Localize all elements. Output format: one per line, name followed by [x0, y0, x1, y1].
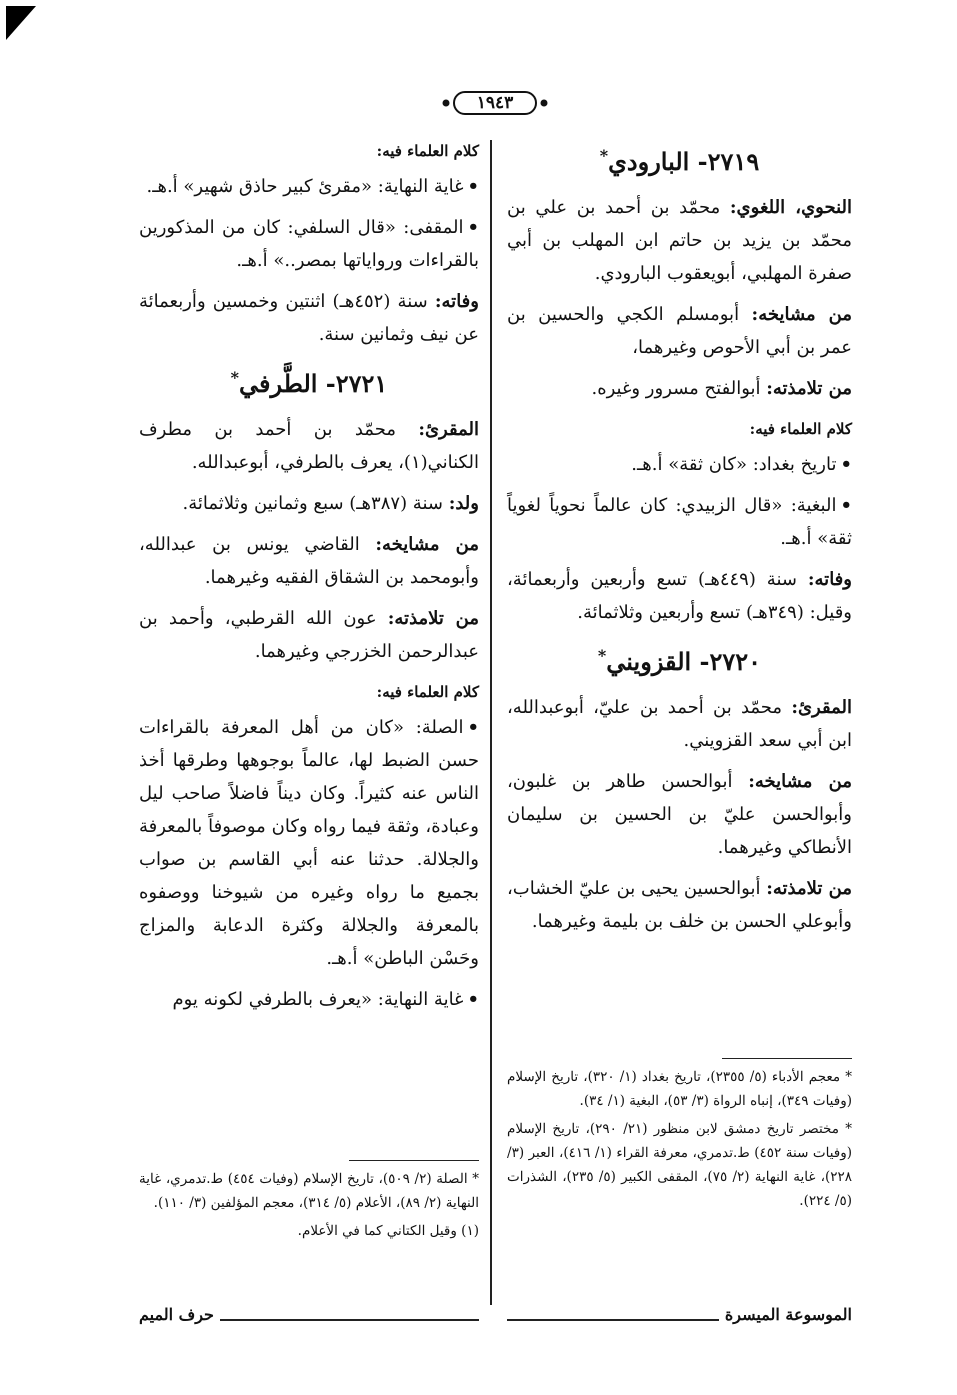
label: من مشايخه: — [748, 771, 852, 792]
text: محمّد بن أحمد بن علي بن محمّد بن يزيد بن حاتم ابن المهلب بن أبي صفرة المهلبي، أبويعقوب البارودي. — [507, 197, 852, 284]
corner-mark — [6, 6, 36, 40]
entry-born — [139, 487, 479, 520]
footnote-star: * — [599, 146, 609, 165]
text: البغية: «قال الزبيدي: كان عالماً نحوياً لغوياً ثقة» أ.هـ. — [507, 495, 852, 549]
entry-teachers — [139, 528, 479, 594]
scholars-heading: كلام العلماء فيه: — [749, 420, 852, 438]
text: المقفى: «قال السلفي: كان من المذكورين بالقراءات ورواياتها بمصر..» أ.هـ. — [139, 217, 479, 271]
text: غاية النهاية: «مقرئ كبير حاذق شهير» أ.هـ. — [146, 176, 464, 197]
label: من مشايخه: — [751, 304, 852, 325]
entry-death — [507, 563, 852, 629]
footnote: * الصلة (٢/ ٥٠٩)، تاريخ الإسلام (وفيات ٤٥٤) ط.تدمري، غاية النهاية (٢/ ٨٩)، الأعلام (٥/ ٣١٤)، معجم المؤلفين (٣/ ١١٠). — [139, 1171, 479, 1211]
text: سنة (٣٨٧هـ) سبع وثمانين وثلاثمائة. — [182, 493, 443, 514]
entry-title — [507, 137, 852, 181]
label: من مشايخه: — [375, 534, 479, 555]
page-number: ١٩٤٣ — [476, 93, 514, 113]
label: من تلامذته: — [766, 378, 852, 399]
label: المقرئ: — [791, 697, 852, 718]
text: أبوالحسن طاهر بن غلبون، وأبوالحسن عليّ بن الحسين بن سليمان الأنطاكي وغيرهما. — [507, 771, 852, 858]
bullet-icon: • — [467, 176, 479, 197]
text: الصلة: «كان من أهل المعرفة بالقراءات حسن الضبط لها، عالماً بوجوهها وطرقها أخذ الناس عنه كثيراً. وكان ديناً فاضلاً صاحب ليل وعبادة، وثقة فيما رواه وكان موصوفاً بالمعرفة والجلالة. حدثنا عنه أبي القاسم بن صواب بجميع ما رواه وغيره من شيوخنا ووصفوه بالمعرفة والجلالة وكثرة الدعابة والمزاج وحَسْن الباطن» أ.هـ. — [139, 717, 479, 969]
footer-section: حرف الميم — [139, 1305, 214, 1324]
label: المقرئ: — [418, 419, 479, 440]
entry-teachers — [507, 298, 852, 364]
entry-students — [507, 372, 852, 405]
label: من تلامذته: — [387, 608, 479, 629]
bullet-icon: • — [467, 217, 479, 238]
bullet-icon: • — [840, 495, 852, 516]
text: محمّد بن أحمد بن مطرف الكناني(١)، يعرف بالطرفي، أبوعبدالله. — [139, 419, 479, 473]
footnote-rule — [349, 1160, 479, 1161]
entry-intro — [139, 413, 479, 479]
footnotes-right — [507, 1058, 852, 1217]
entry-title — [139, 359, 479, 403]
text: أبوالفتح مسرور وغيره. — [591, 378, 761, 399]
entry-teachers — [507, 765, 852, 864]
footnotes-left — [139, 1160, 479, 1247]
text: عون الله القرطبي، وأحمد بن عبدالرحمن الخزرجي وغيرهما. — [139, 608, 479, 662]
text: سنة (٤٤٩هـ) تسع وأربعين وأربعمائة، وقيل: (٣٤٩هـ) تسع وأربعين وثلاثمائة. — [507, 569, 852, 623]
text: غاية النهاية: «يعرف بالطرفي لكونه يوم — [172, 989, 464, 1010]
column-divider — [490, 140, 492, 1305]
footnote: * معجم الأدباء (٥/ ٢٣٥٥)، تاريخ بغداد (١/ ٣٢٠)، تاريخ الإسلام (وفيات ٣٤٩)، إنباه الرواة (٣/ ٥٣)، البغية (١/ ٣٤). — [507, 1069, 852, 1109]
label: من تلامذته: — [766, 878, 852, 899]
footer-rule — [507, 1319, 719, 1321]
entry-intro — [507, 191, 852, 290]
text: القاضي يونس بن عبدالله، وأبومحمد بن الشقاق الفقيه وغيرهما. — [139, 534, 479, 588]
quote — [507, 448, 852, 481]
entry-students — [507, 872, 852, 938]
label: وفاته: — [807, 569, 852, 590]
text: سنة (٤٥٢هـ) اثنتين وخمسين وأربعمائة عن نيف وثمانين سنة. — [139, 291, 479, 345]
page-number-ornament — [440, 90, 550, 116]
quote — [139, 170, 479, 203]
text: أبومسلم الكجي والحسين بن عمر بن أبي الأحوص وغيرهما، — [507, 304, 852, 358]
quote — [507, 489, 852, 555]
footnote-star: * — [597, 646, 607, 665]
entry-title-text: ٢٧١٩- البارودي — [608, 147, 760, 176]
text: تاريخ بغداد: «كان ثقة» أ.هـ. — [631, 454, 837, 475]
footnote-rule — [722, 1058, 852, 1059]
right-column — [507, 135, 852, 946]
scholars-heading: كلام العلماء فيه: — [376, 683, 479, 701]
entry-death — [139, 285, 479, 351]
footnote-star: * — [230, 368, 240, 387]
quote — [139, 983, 479, 1016]
entry-students — [139, 602, 479, 668]
footer-left — [139, 1305, 479, 1324]
label: النحوي، اللغوي: — [729, 197, 853, 218]
bullet-icon: • — [467, 989, 479, 1010]
entry-title-text: ٢٧٢٠- القزويني — [606, 647, 762, 676]
bullet-icon: • — [467, 717, 479, 738]
footer-right — [507, 1305, 852, 1324]
label: ولد: — [448, 493, 479, 514]
footnote: * مختصر تاريخ دمشق لابن منظور (٢١/ ٢٩٠)، تاريخ الإسلام (وفيات سنة ٤٥٢) ط.تدمري، معرفة القراء (١/ ٤١٦)، العبر (٣/ ٢٢٨)، غاية النهاية (٢/ ٧٥)، المقفى الكبير (٥/ ٢٣٥)، الشذرات (٥/ ٢٢٤). — [507, 1121, 853, 1209]
entry-intro — [507, 691, 852, 757]
label: وفاته: — [434, 291, 479, 312]
footnote: (١) وقيل الكتاني كما في الأعلام. — [297, 1223, 479, 1239]
scholars-heading: كلام العلماء فيه: — [376, 142, 479, 160]
bullet-icon: • — [840, 454, 852, 475]
text: أبوالحسين يحيى بن عليّ الخشاب، وأبوعلي الحسن بن خلف بن بليمة وغيرهما. — [507, 878, 852, 932]
footer-rule — [220, 1319, 479, 1321]
text: محمّد بن أحمد بن عليّ، أبوعبدالله، ابن أبي سعد القزويني. — [507, 697, 852, 751]
footer-title: الموسوعة الميسرة — [724, 1305, 852, 1324]
left-column — [139, 135, 479, 1024]
entry-title — [507, 637, 852, 681]
quote — [139, 711, 479, 975]
quote — [139, 211, 479, 277]
entry-title-text: ٢٧٢١- الطَّرفي — [239, 369, 388, 398]
